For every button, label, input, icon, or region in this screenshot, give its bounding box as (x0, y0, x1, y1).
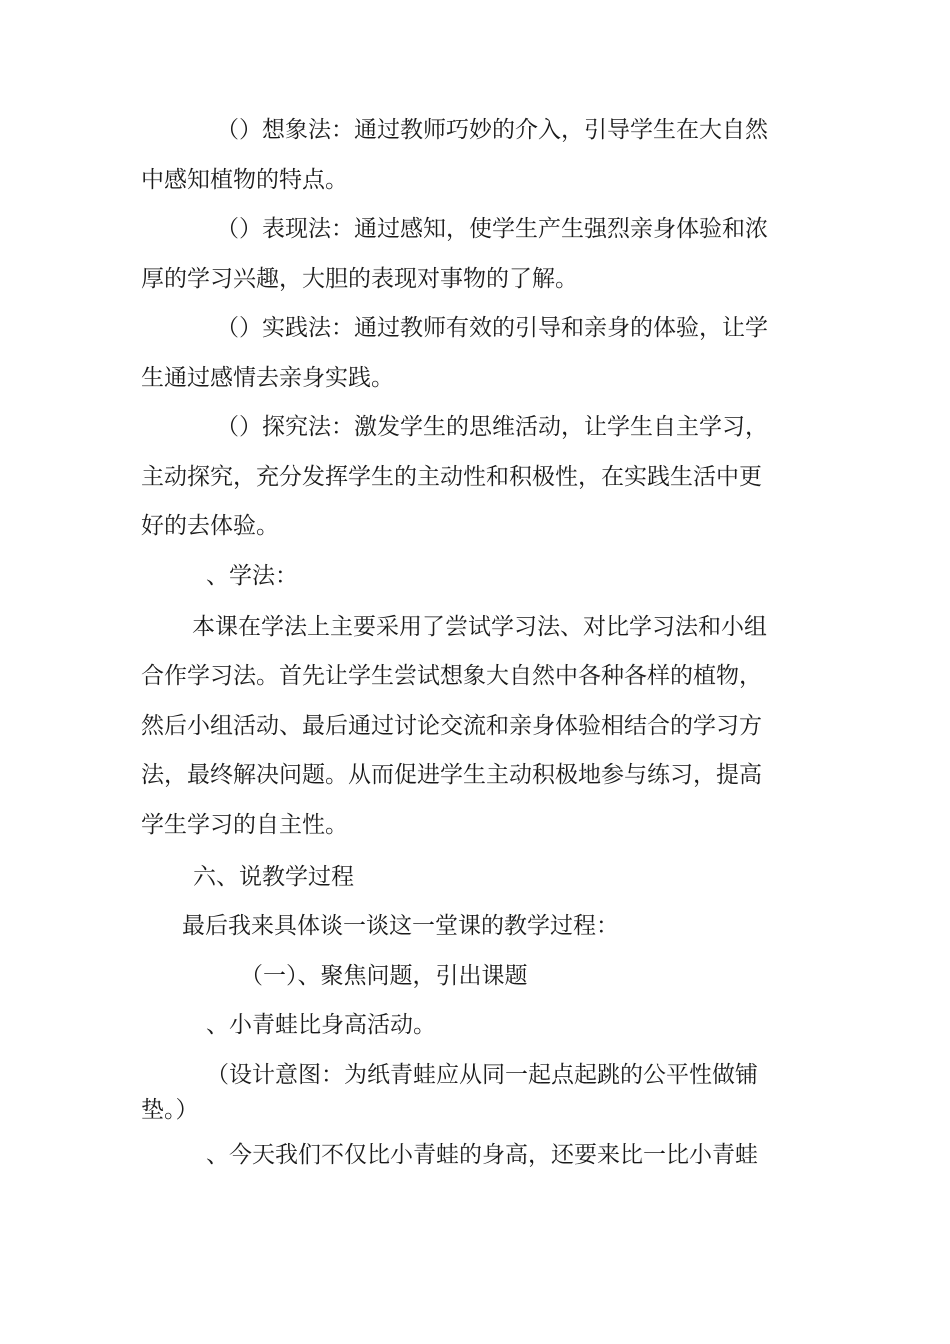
section-six-heading: 六、说教学过程 (193, 864, 354, 890)
study-method-para-line1: 本课在学法上主要采用了尝试学习法、对比学习法和小组 (192, 614, 767, 640)
activity-one: 、小青蛙比身高活动。 (206, 1012, 436, 1038)
method-practice-line2: 生通过感情去亲身实践。 (141, 365, 394, 391)
study-method-para-line5: 学生学习的自主性。 (141, 812, 348, 838)
method-imagination-line2: 中感知植物的特点。 (141, 167, 348, 193)
method-imagination-line1: （）想象法：通过教师巧妙的介入，引导学生在大自然 (216, 117, 768, 143)
process-intro: 最后我来具体谈一谈这一堂课的教学过程： (182, 913, 619, 939)
design-intent-line1: （设计意图：为纸青蛙应从同一起点起跳的公平性做铺 (206, 1062, 758, 1088)
method-inquiry-line3: 好的去体验。 (141, 513, 279, 539)
method-expression-line1: （）表现法：通过感知，使学生产生强烈亲身体验和浓 (216, 216, 768, 242)
study-method-para-line4: 法，最终解决问题。从而促进学生主动积极地参与练习，提高 (141, 762, 762, 788)
study-method-para-line2: 合作学习法。首先让学生尝试想象大自然中各种各样的植物， (141, 663, 762, 689)
activity-two: 、今天我们不仅比小青蛙的身高，还要来比一比小青蛙 (206, 1142, 758, 1168)
study-method-heading: 、学法： (206, 563, 298, 589)
method-practice-line1: （）实践法：通过教师有效的引导和亲身的体验，让学 (216, 315, 768, 341)
study-method-para-line3: 然后小组活动、最后通过讨论交流和亲身体验相结合的学习方 (141, 713, 762, 739)
method-inquiry-line2: 主动探究，充分发挥学生的主动性和积极性，在实践生活中更 (141, 464, 762, 490)
step-one-heading: （一）、聚焦问题，引出课题 (240, 963, 528, 989)
method-inquiry-line1: （）探究法：激发学生的思维活动，让学生自主学习， (216, 414, 768, 440)
design-intent-line2: 垫。） (141, 1097, 199, 1123)
method-expression-line2: 厚的学习兴趣，大胆的表现对事物的了解。 (141, 266, 578, 292)
